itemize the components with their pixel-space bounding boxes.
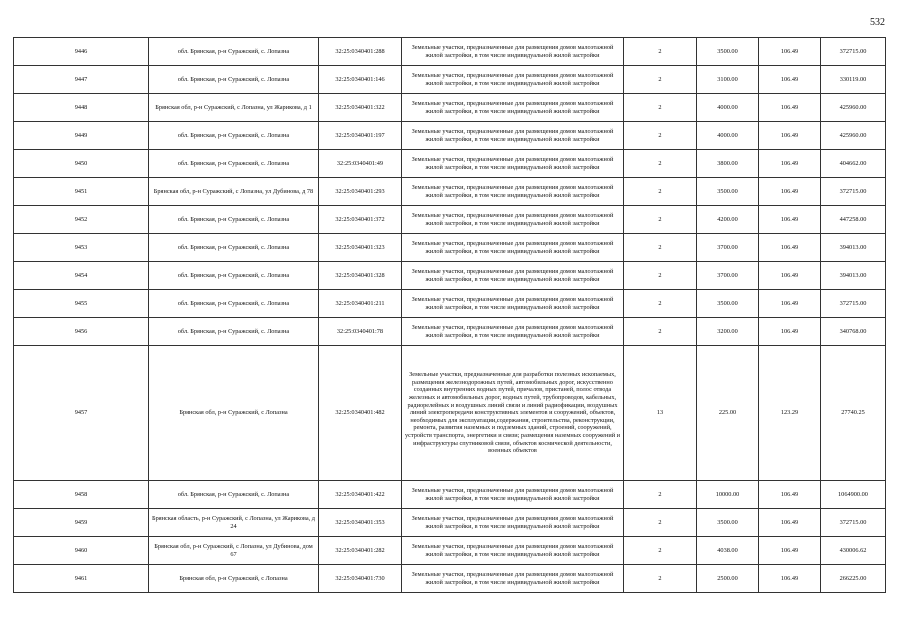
address-cell: Брянская обл, р-н Суражский, с Лопазна, ул Дубинова, дом 67 xyxy=(149,537,319,565)
page-number: 532 xyxy=(870,17,885,28)
table-row xyxy=(14,234,886,262)
specific-value-cell: 106.49 xyxy=(759,66,821,94)
table-row xyxy=(14,66,886,94)
specific-value-cell: 106.49 xyxy=(759,234,821,262)
row-number: 9447 xyxy=(14,66,149,94)
group-number-cell: 2 xyxy=(624,178,697,206)
cadastral-number-cell: 32:25:0340401:288 xyxy=(319,38,402,66)
row-number: 9461 xyxy=(14,565,149,593)
cadastral-value-cell: 425960.00 xyxy=(821,122,886,150)
row-number: 9452 xyxy=(14,206,149,234)
area-cell: 3100.00 xyxy=(697,66,759,94)
table-row xyxy=(14,122,886,150)
cadastral-number-cell: 32:25:0340401:293 xyxy=(319,178,402,206)
land-use-purpose-cell: Земельные участки, предназначенные для размещения домов малоэтажной жилой застройки, в том числе индивидуальной жилой застройки xyxy=(402,178,624,206)
area-cell: 3500.00 xyxy=(697,38,759,66)
cadastral-number-cell: 32:25:0340401:49 xyxy=(319,150,402,178)
land-use-purpose-cell: Земельные участки, предназначенные для размещения домов малоэтажной жилой застройки, в том числе индивидуальной жилой застройки xyxy=(402,94,624,122)
row-number: 9449 xyxy=(14,122,149,150)
land-use-purpose-cell: Земельные участки, предназначенные для размещения домов малоэтажной жилой застройки, в том числе индивидуальной жилой застройки xyxy=(402,565,624,593)
land-use-purpose-cell: Земельные участки, предназначенные для размещения домов малоэтажной жилой застройки, в том числе индивидуальной жилой застройки xyxy=(402,122,624,150)
table-row xyxy=(14,178,886,206)
row-number: 9455 xyxy=(14,290,149,318)
row-number: 9457 xyxy=(14,346,149,481)
group-number-cell: 2 xyxy=(624,565,697,593)
area-cell: 4000.00 xyxy=(697,122,759,150)
address-cell: обл. Брянская, р-н Суражский, с. Лопазна xyxy=(149,122,319,150)
cadastral-number-cell: 32:25:0340401:353 xyxy=(319,509,402,537)
table-row xyxy=(14,318,886,346)
land-use-purpose-cell: Земельные участки, предназначенные для размещения домов малоэтажной жилой застройки, в том числе индивидуальной жилой застройки xyxy=(402,537,624,565)
table-row xyxy=(14,565,886,593)
cadastral-value-cell: 372715.00 xyxy=(821,290,886,318)
cadastral-number-cell: 32:25:0340401:322 xyxy=(319,94,402,122)
cadastral-value-cell: 430006.62 xyxy=(821,537,886,565)
row-number: 9456 xyxy=(14,318,149,346)
cadastral-number-cell: 32:25:0340401:78 xyxy=(319,318,402,346)
address-cell: обл. Брянская, р-н Суражский, с. Лопазна xyxy=(149,234,319,262)
land-use-purpose-cell: Земельные участки, предназначенные для размещения домов малоэтажной жилой застройки, в том числе индивидуальной жилой застройки xyxy=(402,66,624,94)
specific-value-cell: 106.49 xyxy=(759,178,821,206)
cadastral-number-cell: 32:25:0340401:197 xyxy=(319,122,402,150)
group-number-cell: 2 xyxy=(624,66,697,94)
land-use-purpose-cell: Земельные участки, предназначенные для размещения домов малоэтажной жилой застройки, в том числе индивидуальной жилой застройки xyxy=(402,150,624,178)
area-cell: 4000.00 xyxy=(697,94,759,122)
specific-value-cell: 106.49 xyxy=(759,509,821,537)
area-cell: 4038.00 xyxy=(697,537,759,565)
cadastral-number-cell: 32:25:0340401:730 xyxy=(319,565,402,593)
area-cell: 225.00 xyxy=(697,346,759,481)
group-number-cell: 2 xyxy=(624,38,697,66)
row-number: 9453 xyxy=(14,234,149,262)
address-cell: Брянская обл, р-н Суражский, с Лопазна xyxy=(149,565,319,593)
group-number-cell: 2 xyxy=(624,206,697,234)
row-number: 9454 xyxy=(14,262,149,290)
specific-value-cell: 106.49 xyxy=(759,290,821,318)
cadastral-value-cell: 394013.00 xyxy=(821,234,886,262)
address-cell: обл. Брянская, р-н Суражский, с. Лопазна xyxy=(149,481,319,509)
address-cell: обл. Брянская, р-н Суражский, с. Лопазна xyxy=(149,262,319,290)
address-cell: обл. Брянская, р-н Суражский, с. Лопазна xyxy=(149,150,319,178)
table-row xyxy=(14,150,886,178)
specific-value-cell: 123.29 xyxy=(759,346,821,481)
cadastral-number-cell: 32:25:0340401:422 xyxy=(319,481,402,509)
area-cell: 3200.00 xyxy=(697,318,759,346)
specific-value-cell: 106.49 xyxy=(759,537,821,565)
cadastral-value-cell: 404662.00 xyxy=(821,150,886,178)
land-use-purpose-cell: Земельные участки, предназначенные для размещения домов малоэтажной жилой застройки, в том числе индивидуальной жилой застройки xyxy=(402,262,624,290)
land-use-purpose-cell: Земельные участки, предназначенные для размещения домов малоэтажной жилой застройки, в том числе индивидуальной жилой застройки xyxy=(402,234,624,262)
specific-value-cell: 106.49 xyxy=(759,565,821,593)
area-cell: 4200.00 xyxy=(697,206,759,234)
group-number-cell: 2 xyxy=(624,122,697,150)
address-cell: обл. Брянская, р-н Суражский, с. Лопазна xyxy=(149,206,319,234)
cadastral-number-cell: 32:25:0340401:282 xyxy=(319,537,402,565)
land-use-purpose-cell: Земельные участки, предназначенные для размещения домов малоэтажной жилой застройки, в том числе индивидуальной жилой застройки xyxy=(402,481,624,509)
address-cell: обл. Брянская, р-н Суражский, с. Лопазна xyxy=(149,318,319,346)
land-use-purpose-cell: Земельные участки, предназначенные для размещения домов малоэтажной жилой застройки, в том числе индивидуальной жилой застройки xyxy=(402,290,624,318)
group-number-cell: 2 xyxy=(624,537,697,565)
table-row xyxy=(14,262,886,290)
land-use-purpose-cell: Земельные участки, предназначенные для размещения домов малоэтажной жилой застройки, в том числе индивидуальной жилой застройки xyxy=(402,318,624,346)
land-use-purpose-cell: Земельные участки, предназначенные для размещения домов малоэтажной жилой застройки, в том числе индивидуальной жилой застройки xyxy=(402,38,624,66)
table-row xyxy=(14,38,886,66)
specific-value-cell: 106.49 xyxy=(759,122,821,150)
address-cell: обл. Брянская, р-н Суражский, с. Лопазна xyxy=(149,38,319,66)
table-row xyxy=(14,206,886,234)
cadastral-value-cell: 372715.00 xyxy=(821,178,886,206)
cadastral-value-cell: 1064900.00 xyxy=(821,481,886,509)
area-cell: 3800.00 xyxy=(697,150,759,178)
cadastral-value-cell: 372715.00 xyxy=(821,38,886,66)
table-row xyxy=(14,509,886,537)
group-number-cell: 2 xyxy=(624,481,697,509)
cadastral-number-cell: 32:25:0340401:323 xyxy=(319,234,402,262)
row-number: 9458 xyxy=(14,481,149,509)
land-use-purpose-cell: Земельные участки, предназначенные для разработки полезных ископаемых, размещения железнодорожных путей, автомобильных дорог, искусственно созданных внутренних водных путей, причалов, пристаней, полос отвода железных и автомобильных дорог, водных путей, трубопроводов, кабельных, радиорелейных и воздушных линий связи и линий радиофикации, воздушных линий электропередачи конструктивных элементов и сооружений, объектов, необходимых для эксплуатации,содержания, строительства, реконструкции, ремонта, развития наземных и подземных зданий, строений, сооружений, устройств транспорта, энергетики и связи; размещения наземных сооружений и инфраструктуры спутниковой связи, объектов космической деятельности, военных объектов xyxy=(402,346,624,481)
group-number-cell: 2 xyxy=(624,509,697,537)
land-use-purpose-cell: Земельные участки, предназначенные для размещения домов малоэтажной жилой застройки, в том числе индивидуальной жилой застройки xyxy=(402,509,624,537)
group-number-cell: 2 xyxy=(624,262,697,290)
cadastral-number-cell: 32:25:0340401:146 xyxy=(319,66,402,94)
specific-value-cell: 106.49 xyxy=(759,150,821,178)
area-cell: 10000.00 xyxy=(697,481,759,509)
specific-value-cell: 106.49 xyxy=(759,94,821,122)
area-cell: 2500.00 xyxy=(697,565,759,593)
area-cell: 3700.00 xyxy=(697,234,759,262)
cadastral-value-cell: 340768.00 xyxy=(821,318,886,346)
group-number-cell: 2 xyxy=(624,234,697,262)
land-use-purpose-cell: Земельные участки, предназначенные для размещения домов малоэтажной жилой застройки, в том числе индивидуальной жилой застройки xyxy=(402,206,624,234)
address-cell: Брянская область, р-н Суражский, с Лопазна, ул Жарикова, д 24 xyxy=(149,509,319,537)
address-cell: Брянская обл, р-н Суражский, с Лопазна, ул Жарикова, д 1 xyxy=(149,94,319,122)
cadastral-value-cell: 266225.00 xyxy=(821,565,886,593)
cadastral-number-cell: 32:25:0340401:328 xyxy=(319,262,402,290)
table-row xyxy=(14,346,886,481)
address-cell: Брянская обл, р-н Суражский, с Лопазна, ул Дубинова, д 78 xyxy=(149,178,319,206)
address-cell: обл. Брянская, р-н Суражский, с. Лопазна xyxy=(149,290,319,318)
cadastral-number-cell: 32:25:0340401:211 xyxy=(319,290,402,318)
group-number-cell: 2 xyxy=(624,290,697,318)
specific-value-cell: 106.49 xyxy=(759,262,821,290)
group-number-cell: 13 xyxy=(624,346,697,481)
address-cell: Брянская обл, р-н Суражский, с Лопазна xyxy=(149,346,319,481)
table-row xyxy=(14,290,886,318)
specific-value-cell: 106.49 xyxy=(759,481,821,509)
area-cell: 3500.00 xyxy=(697,178,759,206)
specific-value-cell: 106.49 xyxy=(759,38,821,66)
land-registry-table xyxy=(13,37,886,593)
area-cell: 3500.00 xyxy=(697,509,759,537)
cadastral-value-cell: 425960.00 xyxy=(821,94,886,122)
group-number-cell: 2 xyxy=(624,94,697,122)
table-row xyxy=(14,537,886,565)
cadastral-number-cell: 32:25:0340401:372 xyxy=(319,206,402,234)
row-number: 9459 xyxy=(14,509,149,537)
specific-value-cell: 106.49 xyxy=(759,206,821,234)
address-cell: обл. Брянская, р-н Суражский, с. Лопазна xyxy=(149,66,319,94)
row-number: 9450 xyxy=(14,150,149,178)
cadastral-value-cell: 330119.00 xyxy=(821,66,886,94)
row-number: 9448 xyxy=(14,94,149,122)
cadastral-number-cell: 32:25:0340401:482 xyxy=(319,346,402,481)
area-cell: 3700.00 xyxy=(697,262,759,290)
group-number-cell: 2 xyxy=(624,318,697,346)
row-number: 9446 xyxy=(14,38,149,66)
table-row xyxy=(14,481,886,509)
area-cell: 3500.00 xyxy=(697,290,759,318)
cadastral-value-cell: 394013.00 xyxy=(821,262,886,290)
cadastral-value-cell: 27740.25 xyxy=(821,346,886,481)
table-row xyxy=(14,94,886,122)
row-number: 9460 xyxy=(14,537,149,565)
row-number: 9451 xyxy=(14,178,149,206)
cadastral-value-cell: 372715.00 xyxy=(821,509,886,537)
cadastral-value-cell: 447258.00 xyxy=(821,206,886,234)
group-number-cell: 2 xyxy=(624,150,697,178)
specific-value-cell: 106.49 xyxy=(759,318,821,346)
